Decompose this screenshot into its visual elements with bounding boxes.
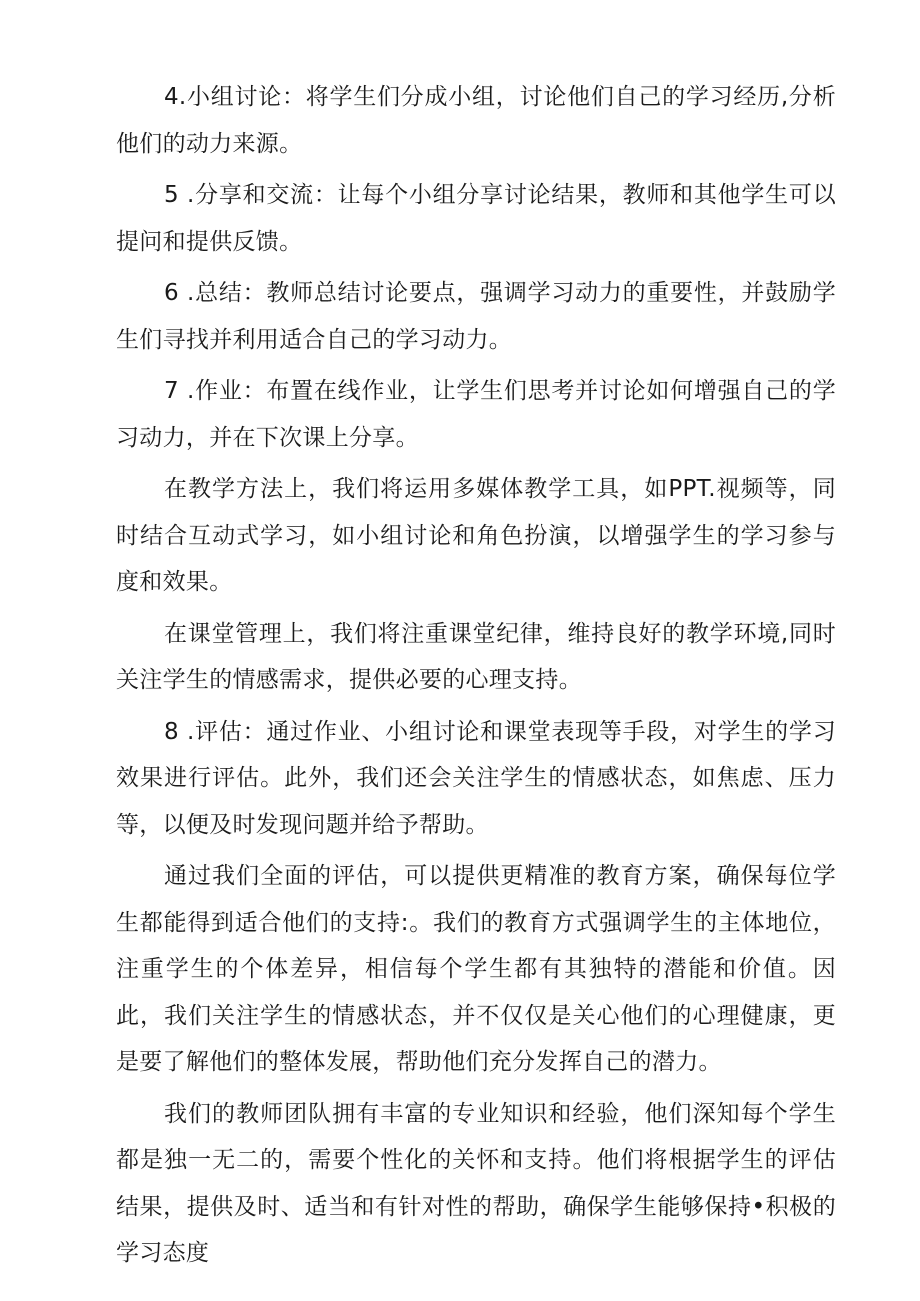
- paragraph-assessment-summary: 通过我们全面的评估，可以提供更精准的教育方案，确保每位学生都能得到适合他们的支持:。我们的教育方式强调学生的主体地位，注重学生的个体差异，相信每个学生都有其独特的潜能和价值。因此，我们关注学生的情感状态，并不仅仅是关心他们的心理健康，更是要了解他们的整体发展，帮助他们充分发挥自己的潜力。: [116, 863, 836, 1075]
- paragraph-teacher-team: 我们的教师团队拥有丰富的专业知识和经验，他们深知每个学生都是独一无二的，需要个性化的关怀和支持。他们将根据学生的评估结果，提供及时、适当和有针对性的帮助，确保学生能够保持•积极的学习态度: [116, 1100, 836, 1266]
- paragraph-step-8: 8 .评估：通过作业、小组讨论和课堂表现等手段，对学生的学习效果进行评估。此外，我们还会关注学生的情感状态，如焦虑、压力等，以便及时发现问题并给予帮助。: [116, 718, 836, 838]
- paragraph-classroom-management: 在课堂管理上，我们将注重课堂纪律，维持良好的教学环境,同时关注学生的情感需求，提供必要的心理支持。: [116, 620, 836, 693]
- paragraph-teaching-methods: 在教学方法上，我们将运用多媒体教学工具，如PPT.视频等，同时结合互动式学习，如小组讨论和角色扮演，以增强学生的学习参与度和效果。: [116, 476, 836, 595]
- paragraph-step-6: 6 .总结：教师总结讨论要点，强调学习动力的重要性，并鼓励学生们寻找并利用适合自己的学习动力。: [116, 280, 836, 353]
- paragraph-step-4: 4.小组讨论：将学生们分成小组，讨论他们自己的学习经历,分析他们的动力来源。: [116, 84, 836, 157]
- paragraph-step-5: 5 .分享和交流：让每个小组分享讨论结果，教师和其他学生可以提问和提供反馈。: [116, 182, 836, 255]
- document-body: [116, 74, 836, 1282]
- paragraph-step-7: 7 .作业：布置在线作业，让学生们思考并讨论如何增强自己的学习动力，并在下次课上分享。: [116, 378, 836, 451]
